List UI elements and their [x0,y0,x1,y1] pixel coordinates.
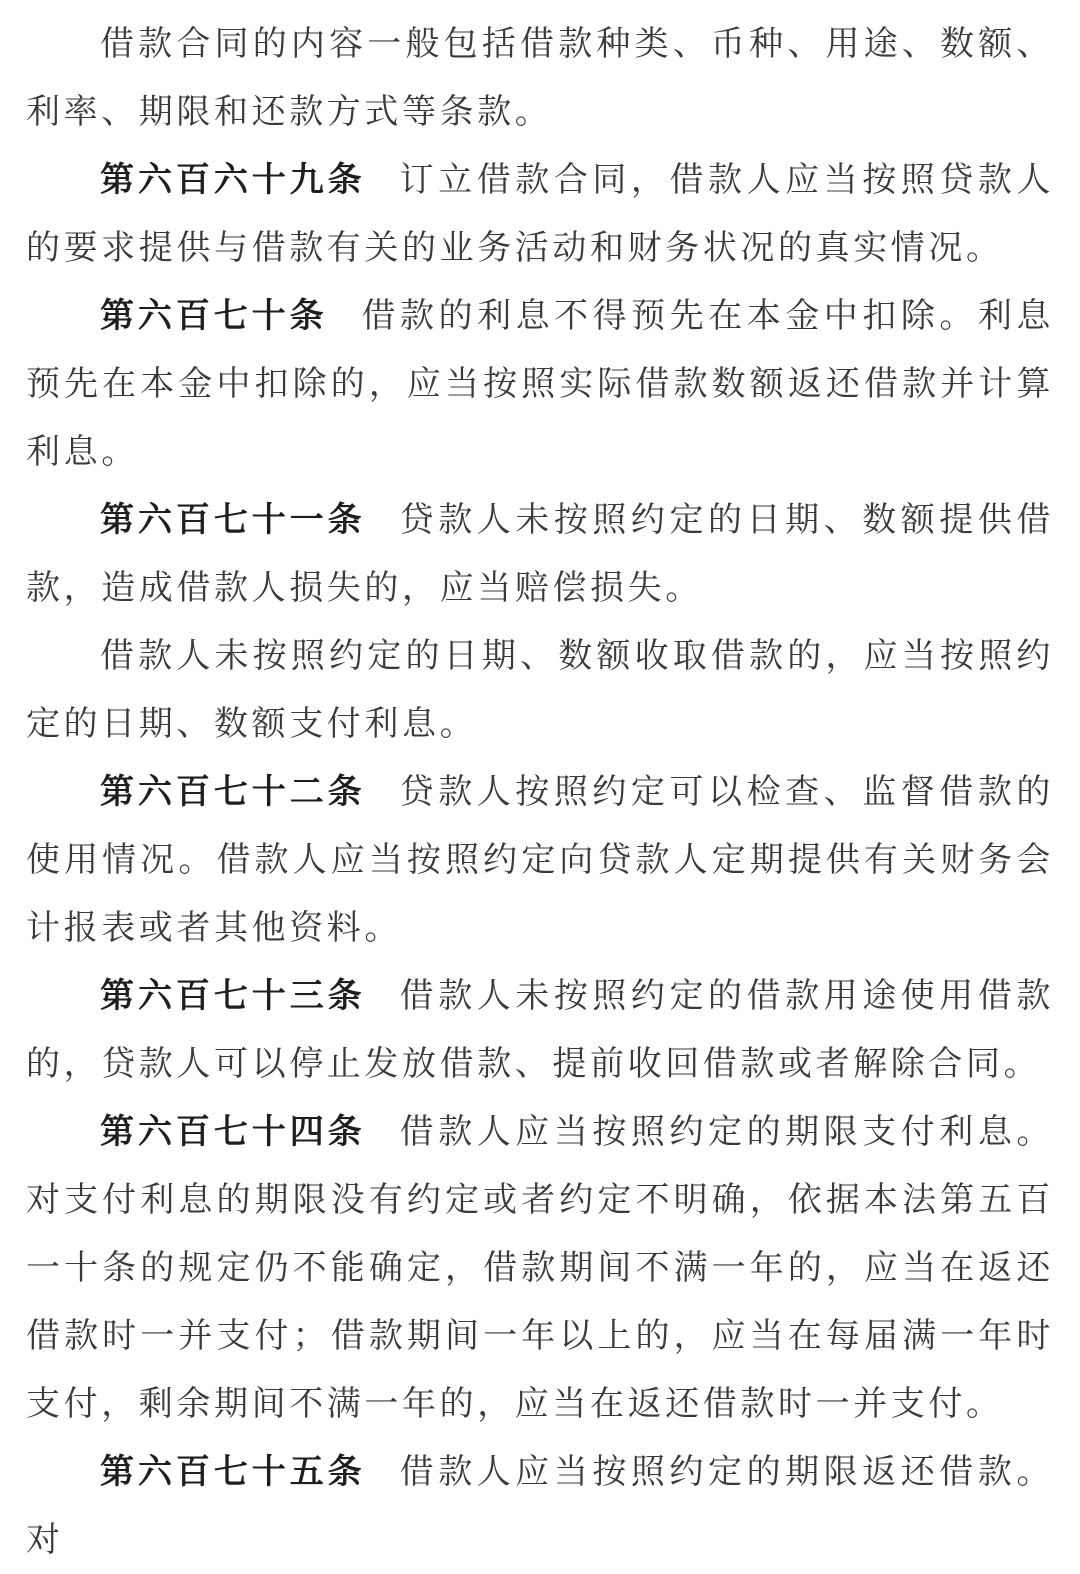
article-671 [0,486,1080,622]
article-669 [0,146,1080,282]
article-number: 第六百六十九条 [100,160,366,200]
article-673 [0,962,1080,1098]
article-text: 借款人应当按照约定的期限支付利息。对支付利息的期限没有约定或者约定不明确，依据本法第五百一十条的规定仍不能确定，借款期间不满一年的，应当在返还借款时一并支付；借款期间一年以上的，应当在每届满一年时支付，剩余期间不满一年的，应当在返还借款时一并支付。 [26,1112,1055,1424]
article-675 [0,1438,1080,1574]
article-text: 贷款人未按照约定的日期、数额提供借款，造成借款人损失的，应当赔偿损失。 [26,500,1055,608]
article-text: 借款的利息不得预先在本金中扣除。利息预先在本金中扣除的，应当按照实际借款数额返还借款并计算利息。 [26,296,1054,472]
article-text: 借款人未按照约定的借款用途使用借款的，贷款人可以停止发放借款、提前收回借款或者解除合同。 [26,976,1055,1084]
article-670 [0,282,1080,486]
paragraph-contract-contents [0,10,1080,146]
article-671-second-paragraph [0,622,1080,758]
article-number: 第六百七十条 [100,296,328,336]
article-text: 订立借款合同，借款人应当按照贷款人的要求提供与借款有关的业务活动和财务状况的真实情况。 [26,160,1055,268]
paragraph-text: 借款人未按照约定的日期、数额收取借款的，应当按照约定的日期、数额支付利息。 [26,636,1054,744]
article-672 [0,758,1080,962]
article-number: 第六百七十五条 [100,1452,366,1492]
article-number: 第六百七十一条 [100,500,366,540]
article-text: 借款人应当按照约定的期限返还借款。对 [26,1452,1055,1560]
article-number: 第六百七十二条 [100,772,366,812]
paragraph-text: 借款合同的内容一般包括借款种类、币种、用途、数额、利率、期限和还款方式等条款。 [26,24,1054,132]
article-number: 第六百七十四条 [100,1112,366,1152]
article-674 [0,1098,1080,1438]
article-text: 贷款人按照约定可以检查、监督借款的使用情况。借款人应当按照约定向贷款人定期提供有关财务会计报表或者其他资料。 [26,772,1055,948]
article-number: 第六百七十三条 [100,976,366,1016]
